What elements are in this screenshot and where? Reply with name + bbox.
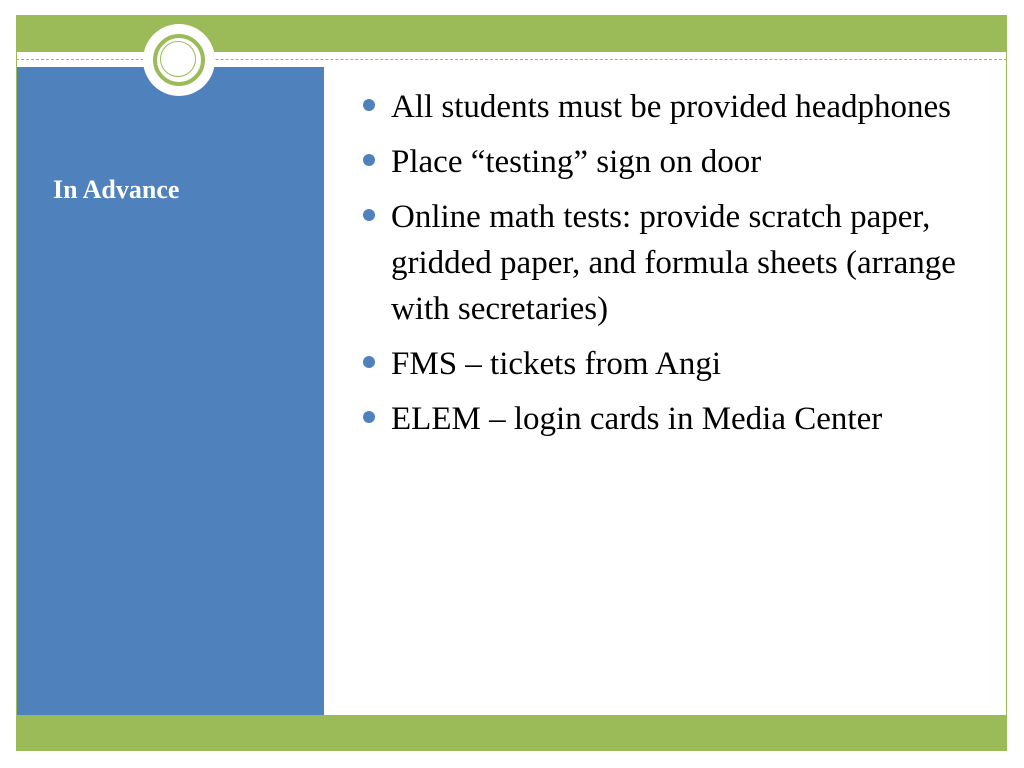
bullet-text: All students must be provided headphones <box>391 89 952 125</box>
bullet-item <box>360 341 980 387</box>
circle-ornament-inner <box>160 41 196 77</box>
bullet-text: ELEM – login cards in Media Center <box>391 401 883 437</box>
bullet-dot-icon <box>363 209 375 221</box>
bullet-text: Online math tests: provide scratch paper, gridded paper, and formula sheets (arrange with secretaries) <box>391 199 956 327</box>
bullet-item <box>360 194 980 332</box>
slide-title: In Advance <box>53 175 180 204</box>
bullet-dot-icon <box>363 154 375 166</box>
bullet-dot-icon <box>363 99 375 111</box>
bullet-list <box>360 84 980 442</box>
title-sidebar <box>17 67 324 715</box>
bullet-item <box>360 396 980 442</box>
slide-content <box>360 84 980 451</box>
bullet-text: FMS – tickets from Angi <box>391 346 722 382</box>
bullet-dot-icon <box>363 411 375 423</box>
bullet-text: Place “testing” sign on door <box>391 144 762 180</box>
bullet-item <box>360 84 980 130</box>
bottom-accent-band <box>16 715 1007 751</box>
bullet-dot-icon <box>363 356 375 368</box>
bullet-item <box>360 139 980 185</box>
